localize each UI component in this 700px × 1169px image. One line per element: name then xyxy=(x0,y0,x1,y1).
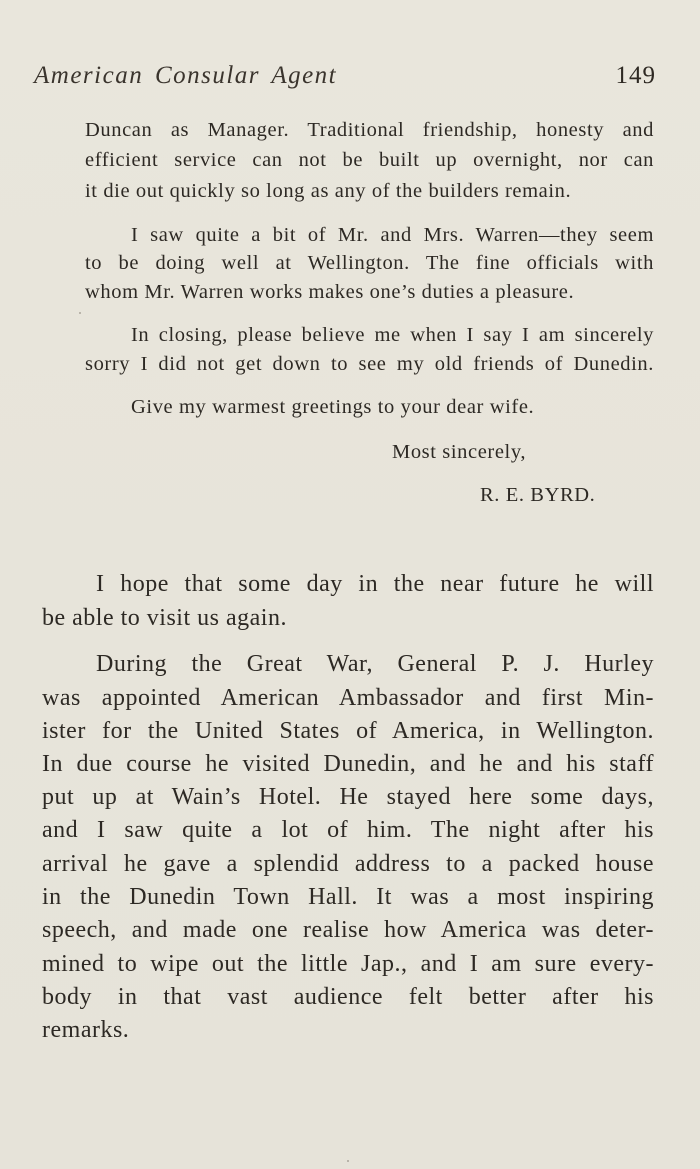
body-line: mined to wipe out the little Jap., and I am sure every- xyxy=(42,951,654,977)
running-title: American Consular Agent xyxy=(34,62,338,89)
letter-line: Give my warmest greetings to your dear wife. xyxy=(131,396,535,418)
body-line: speech, and made one realise how America was deter- xyxy=(42,917,654,943)
body-line: be able to visit us again. xyxy=(42,605,287,631)
paper-speck xyxy=(79,312,81,314)
body-line: and I saw quite a lot of him. The night after his xyxy=(42,817,654,843)
letter-line: I saw quite a bit of Mr. and Mrs. Warren—they seem xyxy=(131,224,654,246)
letter-line: to be doing well at Wellington. The fine officials with xyxy=(85,252,654,274)
body-line: ister for the United States of America, in Wellington. xyxy=(42,718,654,744)
letter-signature: R. E. BYRD. xyxy=(480,484,596,506)
body-line: During the Great War, General P. J. Hurley xyxy=(96,651,654,677)
letter-line: efficient service can not be built up overnight, nor can xyxy=(85,149,654,171)
body-line: arrival he gave a splendid address to a packed house xyxy=(42,851,654,877)
body-line: remarks. xyxy=(42,1017,130,1043)
letter-line: it die out quickly so long as any of the builders remain. xyxy=(85,180,572,202)
body-line: I hope that some day in the near future he will xyxy=(96,571,654,597)
body-line: in the Dunedin Town Hall. It was a most inspiring xyxy=(42,884,654,910)
page-number: 149 xyxy=(615,62,656,89)
body-line: was appointed American Ambassador and first Min- xyxy=(42,685,654,711)
letter-line: sorry I did not get down to see my old friends of Dunedin. xyxy=(85,353,654,375)
paper-speck xyxy=(347,1160,349,1162)
running-header xyxy=(34,62,656,96)
letter-line: In closing, please believe me when I say I am sincerely xyxy=(131,324,654,346)
letter-line: whom Mr. Warren works makes one’s duties a pleasure. xyxy=(85,281,575,303)
letter-line: Duncan as Manager. Traditional friendship, honesty and xyxy=(85,119,654,141)
body-line: put up at Wain’s Hotel. He stayed here some days, xyxy=(42,784,654,810)
letter-closing: Most sincerely, xyxy=(392,441,527,463)
body-line: In due course he visited Dunedin, and he and his staff xyxy=(42,751,654,777)
body-line: body in that vast audience felt better after his xyxy=(42,984,654,1010)
